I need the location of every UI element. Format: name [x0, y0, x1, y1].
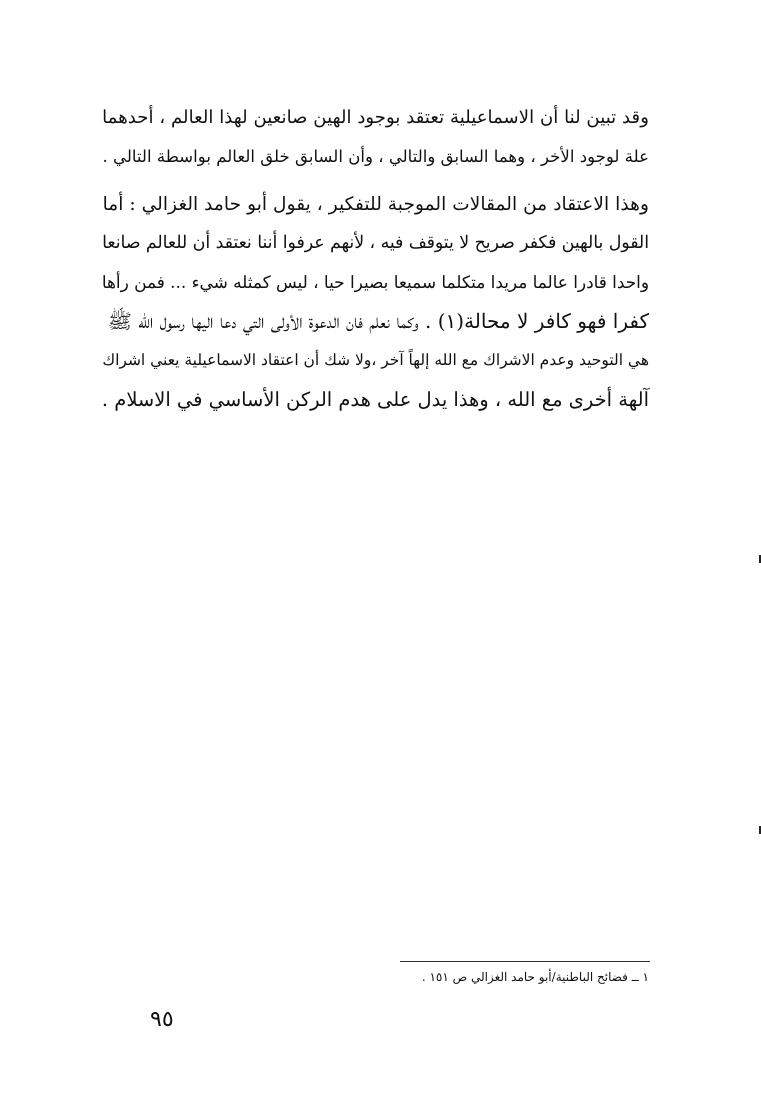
- text-line: وهذا الاعتقاد من المقالات الموجبة للتفكير ، يقول أبو حامد الغزالي : أما: [102, 194, 649, 215]
- text-line: واحدا قادرا عالما مريدا متكلما سميعا بصيرا حيا ، ليس كمثله شيء ... فمن رأها: [101, 272, 649, 292]
- text-line: هي التوحيد وعدم الاشراك مع الله إلهاً آخر ،ولا شك أن اعتقاد الاسماعيلية يعني اشراك: [102, 351, 649, 369]
- text-line: كفرا فهو كافر لا محالة(١) . وكما نعلم فان الدعوة الأولى التي دعا اليها رسول الله ﷺ: [107, 309, 649, 333]
- text-line: وقد تبين لنا أن الاسماعيلية تعتقد بوجود الهين صانعين لهذا العالم ، أحدهما: [102, 107, 649, 128]
- footnote: ١ ــ فضائح الباطنية/أبو حامد الغزالي ص ١٥١ .: [421, 970, 649, 984]
- text-line: القول بالهين فكفر صريح لا يتوقف فيه ، لأنهم عرفوا أننا نعتقد أن للعالم صانعا: [102, 233, 649, 253]
- page-number: ٩٥: [150, 1007, 174, 1032]
- text-line: علة لوجود الأخر ، وهما السابق والتالي ، وأن السابق خلق العالم بواسطة التالي .: [102, 147, 649, 166]
- paragraph-2: [102, 185, 649, 419]
- text-line: آلهة أخرى مع الله ، وهذا يدل على هدم الركن الأساسي في الاسلام .: [101, 388, 649, 411]
- footnote-divider: [400, 961, 650, 962]
- paragraph-1: [102, 98, 649, 176]
